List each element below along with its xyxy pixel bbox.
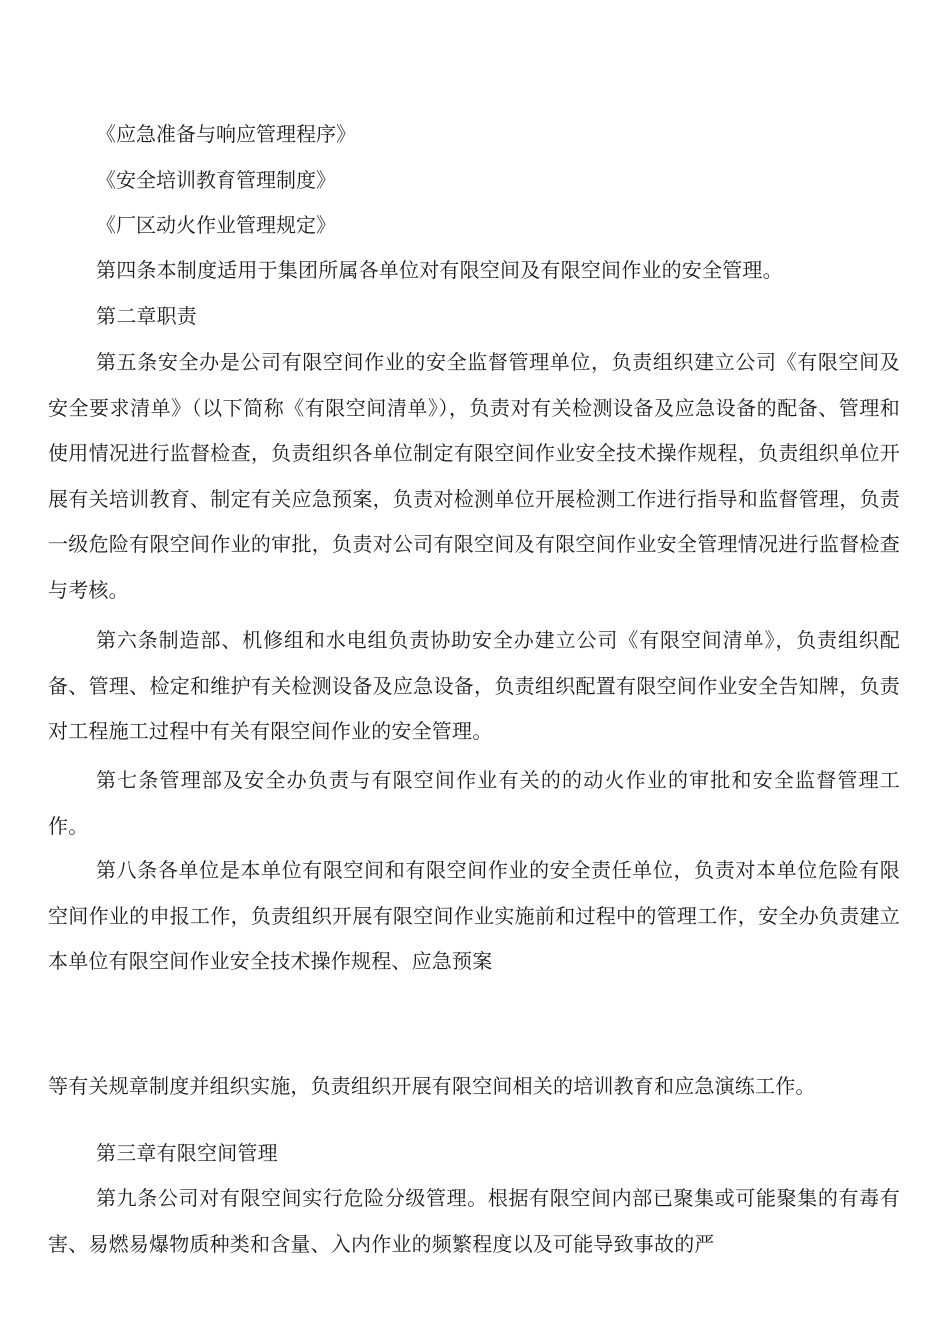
- reference-hot-work-rules: 《厂区动火作业管理规定》: [96, 213, 336, 237]
- article-8-continuation: 等有关规章制度并组织实施，负责组织开展有限空间相关的培训教育和应急演练工作。: [48, 1074, 816, 1098]
- article-7: 第七条管理部及安全办负责与有限空间作业有关的的动火作业的审批和安全监督管理工作。: [48, 768, 900, 838]
- article-6: 第六条制造部、机修组和水电组负责协助安全办建立公司《有限空间清单》，负责组织配备、管理、检定和维护有关检测设备及应急设备，负责组织配置有限空间作业安全告知牌，负责对工程施工过程中有关有限空间作业的安全管理。: [48, 628, 900, 743]
- article-9: 第九条公司对有限空间实行危险分级管理。根据有限空间内部已聚集或可能聚集的有毒有害、易燃易爆物质种类和含量、入内作业的频繁程度以及可能导致事故的严: [48, 1186, 900, 1256]
- chapter-2-heading: 第二章职责: [96, 304, 197, 328]
- reference-training-system: 《安全培训教育管理制度》: [96, 168, 336, 192]
- article-8: 第八条各单位是本单位有限空间和有限空间作业的安全责任单位，负责对本单位危险有限空间作业的申报工作，负责组织开展有限空间作业实施前和过程中的管理工作，安全办负责建立本单位有限空间作业安全技术操作规程、应急预案: [48, 858, 900, 973]
- article-4: 第四条本制度适用于集团所属各单位对有限空间及有限空间作业的安全管理。: [96, 258, 783, 282]
- reference-emergency-procedure: 《应急准备与响应管理程序》: [96, 122, 356, 146]
- chapter-3-heading: 第三章有限空间管理: [96, 1141, 278, 1165]
- article-5: 第五条安全办是公司有限空间作业的安全监督管理单位，负责组织建立公司《有限空间及安全要求清单》（以下简称《有限空间清单》），负责对有关检测设备及应急设备的配备、管理和使用情况进行监督检查，负责组织各单位制定有限空间作业安全技术操作规程，负责组织单位开展有关培训教育、制定有关应急预案，负责对检测单位开展检测工作进行指导和监督管理，负责一级危险有限空间作业的审批，负责对公司有限空间及有限空间作业安全管理情况进行监督检查与考核。: [48, 350, 900, 602]
